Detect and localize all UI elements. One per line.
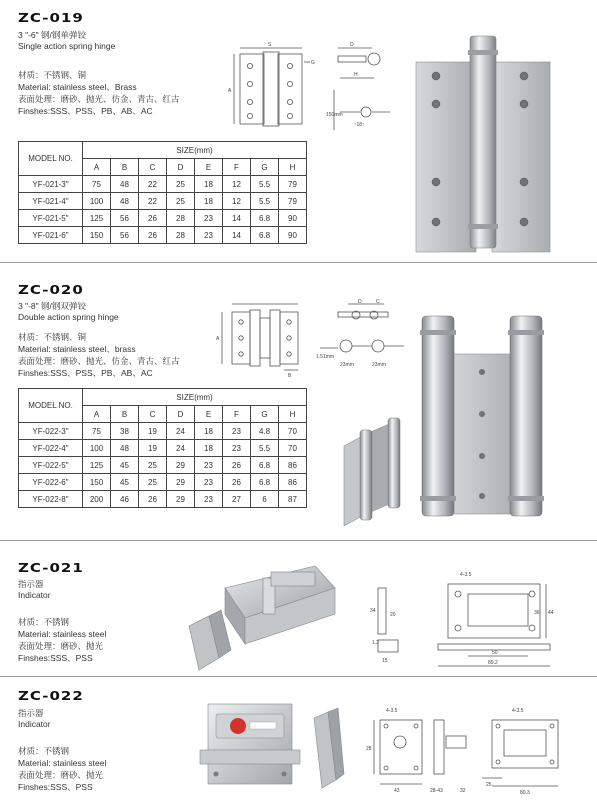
- table-row: [19, 210, 307, 227]
- cell: 90: [279, 210, 307, 227]
- cell: YF-022-3": [19, 423, 83, 440]
- cell: 29: [167, 457, 195, 474]
- dim-label: 25: [486, 782, 492, 788]
- dim-label: 50: [492, 650, 498, 656]
- cell: 14: [223, 210, 251, 227]
- col-header: E: [195, 159, 223, 176]
- cell: 86: [279, 457, 307, 474]
- cell: 75: [83, 423, 111, 440]
- cell: 75: [83, 176, 111, 193]
- cell: 22: [139, 193, 167, 210]
- dim-label: C: [376, 299, 380, 305]
- cell: 24: [167, 440, 195, 457]
- dim-label: 80.3: [520, 790, 530, 796]
- cell: 5.5: [251, 176, 279, 193]
- table-row: [19, 423, 307, 440]
- spec-table: [18, 388, 307, 508]
- cell: 100: [83, 193, 111, 210]
- dim-label: 34: [370, 608, 376, 614]
- cell: 23: [195, 474, 223, 491]
- dim-label: A: [228, 88, 232, 94]
- dim-label: 4-3.5: [386, 708, 398, 714]
- material-en: Material: stainless steel: [18, 629, 107, 639]
- table-row: [19, 491, 307, 508]
- material-cn: 材质：不锈钢、铜: [18, 70, 87, 80]
- material-cn: 材质：不锈钢、铜: [18, 332, 87, 342]
- cell: 125: [83, 210, 111, 227]
- material-cn: 材质：不锈钢: [18, 617, 70, 627]
- spec-table: [18, 141, 307, 244]
- dim-label: 89.2: [488, 660, 498, 666]
- product-name-cn: 指示器: [18, 708, 44, 718]
- cell: 23: [223, 440, 251, 457]
- cell: 23: [195, 210, 223, 227]
- cell: 28: [167, 210, 195, 227]
- dim-label: 36: [534, 610, 540, 616]
- material-cn: 材质：不锈钢: [18, 746, 70, 756]
- cell: 150: [83, 474, 111, 491]
- cell: 5.5: [251, 440, 279, 457]
- dim-label: 1.51mm: [316, 354, 335, 360]
- cell: 18: [195, 423, 223, 440]
- col-header: A: [83, 159, 111, 176]
- product-code: ZC-020: [18, 282, 84, 298]
- col-header: A: [83, 406, 111, 423]
- dim-label: H: [354, 72, 358, 78]
- dim-label: 20: [390, 612, 396, 618]
- finish-cn: 表面处理：磨砂、抛光: [18, 641, 104, 651]
- col-header: B: [111, 406, 139, 423]
- col-header: E: [195, 406, 223, 423]
- cell: 25: [167, 176, 195, 193]
- cell: 79: [279, 176, 307, 193]
- cell: 27: [223, 491, 251, 508]
- dim-label: 4-3.5: [460, 572, 472, 578]
- cell: 23: [195, 457, 223, 474]
- cell: 87: [279, 491, 307, 508]
- section-zc-020: [0, 262, 597, 540]
- cell: 56: [111, 210, 139, 227]
- single-spring-hinge-image: [412, 32, 554, 252]
- dim-label: D: [358, 299, 362, 305]
- finish-cn: 表面处理：磨砂、抛光、仿金、青古、红古: [18, 94, 180, 104]
- table-row: [19, 193, 307, 210]
- cell: 25: [139, 457, 167, 474]
- cell: 25: [167, 193, 195, 210]
- cell: 48: [111, 440, 139, 457]
- product-size-cn: 3 "-6" 钢/钢单弹铰: [18, 30, 86, 40]
- cell: 4.8: [251, 423, 279, 440]
- dim-label: 150mm: [326, 112, 343, 118]
- cell: 48: [111, 193, 139, 210]
- cell: YF-022-6": [19, 474, 83, 491]
- section-zc-019: [0, 0, 597, 262]
- section-zc-021: [0, 540, 597, 676]
- dim-label: 28: [366, 746, 372, 752]
- cell: 90: [279, 227, 307, 244]
- cell: 38: [111, 423, 139, 440]
- dim-label: 32: [460, 788, 466, 794]
- cell: 18: [195, 176, 223, 193]
- cell: 6: [251, 491, 279, 508]
- finish-cn: 表面处理：磨砂、抛光: [18, 770, 104, 780]
- table-row: [19, 440, 307, 457]
- finish-en: Finshes:SSS、PSS: [18, 653, 93, 663]
- cell: 28: [167, 227, 195, 244]
- dim-label: 15: [382, 658, 388, 664]
- material-en: Material: stainless steel、brass: [18, 344, 136, 354]
- finish-en: Finshes:SSS、PSS、PB、AB、AC: [18, 106, 153, 116]
- cell: 100: [83, 440, 111, 457]
- product-code: ZC-019: [18, 10, 84, 26]
- col-header: H: [279, 159, 307, 176]
- cell: 5.5: [251, 193, 279, 210]
- cell: 23: [195, 227, 223, 244]
- cell: 26: [223, 474, 251, 491]
- product-name-en: Indicator: [18, 590, 51, 600]
- cell: 26: [139, 210, 167, 227]
- dim-label: B: [288, 373, 292, 379]
- material-en: Material: stainless steel: [18, 758, 107, 768]
- cell: 200: [83, 491, 111, 508]
- dim-label: A: [216, 336, 220, 342]
- cell: 70: [279, 423, 307, 440]
- cell: 29: [167, 491, 195, 508]
- dim-label: G: [311, 60, 315, 66]
- cell: 23: [223, 423, 251, 440]
- cell: 24: [167, 423, 195, 440]
- double-hinge-drawing-front: [214, 298, 314, 378]
- col-header: F: [223, 406, 251, 423]
- finish-en: Finshes:SSS、PSS: [18, 782, 93, 792]
- indicator-bolt-image: [185, 558, 345, 676]
- table-row: [19, 474, 307, 491]
- col-header: F: [223, 159, 251, 176]
- indicator-lock-image: [196, 698, 346, 798]
- product-name-cn: 指示器: [18, 579, 44, 589]
- cell: 46: [111, 491, 139, 508]
- dim-label: 23mm: [340, 362, 354, 368]
- product-name-en: Single action spring hinge: [18, 41, 116, 51]
- dim-label: 43: [394, 788, 400, 794]
- dim-label: 4-3.5: [512, 708, 524, 714]
- cell: 18: [195, 193, 223, 210]
- dim-label: 28-43: [430, 788, 443, 794]
- cell: 125: [83, 457, 111, 474]
- cell: YF-022-8": [19, 491, 83, 508]
- cell: 48: [111, 176, 139, 193]
- col-header: D: [167, 159, 195, 176]
- cell: YF-021-6": [19, 227, 83, 244]
- dim-label: S: [268, 42, 272, 48]
- cell: 26: [223, 457, 251, 474]
- product-code: ZC-021: [18, 560, 84, 576]
- double-spring-hinge-image: [332, 314, 552, 536]
- cell: YF-021-4": [19, 193, 83, 210]
- hinge-drawing-front: [228, 40, 322, 130]
- cell: YF-021-3": [19, 176, 83, 193]
- col-header: D: [167, 406, 195, 423]
- cell: 19: [139, 423, 167, 440]
- cell: 22: [139, 176, 167, 193]
- cell: 6.8: [251, 457, 279, 474]
- dim-label: 1.2: [372, 640, 379, 646]
- col-header: B: [111, 159, 139, 176]
- cell: 29: [167, 474, 195, 491]
- cell: 6.8: [251, 210, 279, 227]
- model-header: MODEL NO.: [19, 389, 83, 423]
- cell: 23: [195, 491, 223, 508]
- product-name-en: Double action spring hinge: [18, 312, 119, 322]
- cell: 45: [111, 457, 139, 474]
- indicator-red-window: [230, 718, 246, 734]
- indicator-lock-drawing: [366, 706, 577, 798]
- cell: 79: [279, 193, 307, 210]
- product-code: ZC-022: [18, 688, 84, 704]
- table-row: [19, 227, 307, 244]
- product-size-cn: 3 "-8" 钢/钢双弹铰: [18, 301, 86, 311]
- size-header: SIZE(mm): [83, 389, 307, 406]
- cell: 6.8: [251, 227, 279, 244]
- table-row: [19, 457, 307, 474]
- cell: 150: [83, 227, 111, 244]
- product-name-en: Indicator: [18, 719, 51, 729]
- material-en: Material: stainless steel、Brass: [18, 82, 137, 92]
- cell: 6.8: [251, 474, 279, 491]
- col-header: C: [139, 406, 167, 423]
- cell: 26: [139, 491, 167, 508]
- cell: 12: [223, 193, 251, 210]
- model-header: MODEL NO.: [19, 142, 83, 176]
- cell: YF-022-5": [19, 457, 83, 474]
- dim-label: 23mm: [372, 362, 386, 368]
- hinge-drawing-side: [326, 40, 397, 135]
- finish-en: Finshes:SSS、PSS、PB、AB、AC: [18, 368, 153, 378]
- cell: 86: [279, 474, 307, 491]
- dim-label: ↑18↑: [354, 122, 365, 128]
- cell: 14: [223, 227, 251, 244]
- cell: 45: [111, 474, 139, 491]
- col-header: G: [251, 406, 279, 423]
- dim-label: 44: [548, 610, 554, 616]
- col-header: H: [279, 406, 307, 423]
- size-header: SIZE(mm): [83, 142, 307, 159]
- cell: YF-022-4": [19, 440, 83, 457]
- cell: 25: [139, 474, 167, 491]
- cell: 12: [223, 176, 251, 193]
- cell: 56: [111, 227, 139, 244]
- col-header: C: [139, 159, 167, 176]
- finish-cn: 表面处理：磨砂、抛光、仿金、青古、红古: [18, 356, 180, 366]
- col-header: G: [251, 159, 279, 176]
- cell: 18: [195, 440, 223, 457]
- cell: 19: [139, 440, 167, 457]
- section-zc-022: [0, 676, 597, 800]
- cell: 70: [279, 440, 307, 457]
- indicator-drawing: [368, 570, 568, 674]
- cell: YF-021-5": [19, 210, 83, 227]
- table-row: [19, 176, 307, 193]
- cell: 26: [139, 227, 167, 244]
- dim-label: D: [350, 42, 354, 48]
